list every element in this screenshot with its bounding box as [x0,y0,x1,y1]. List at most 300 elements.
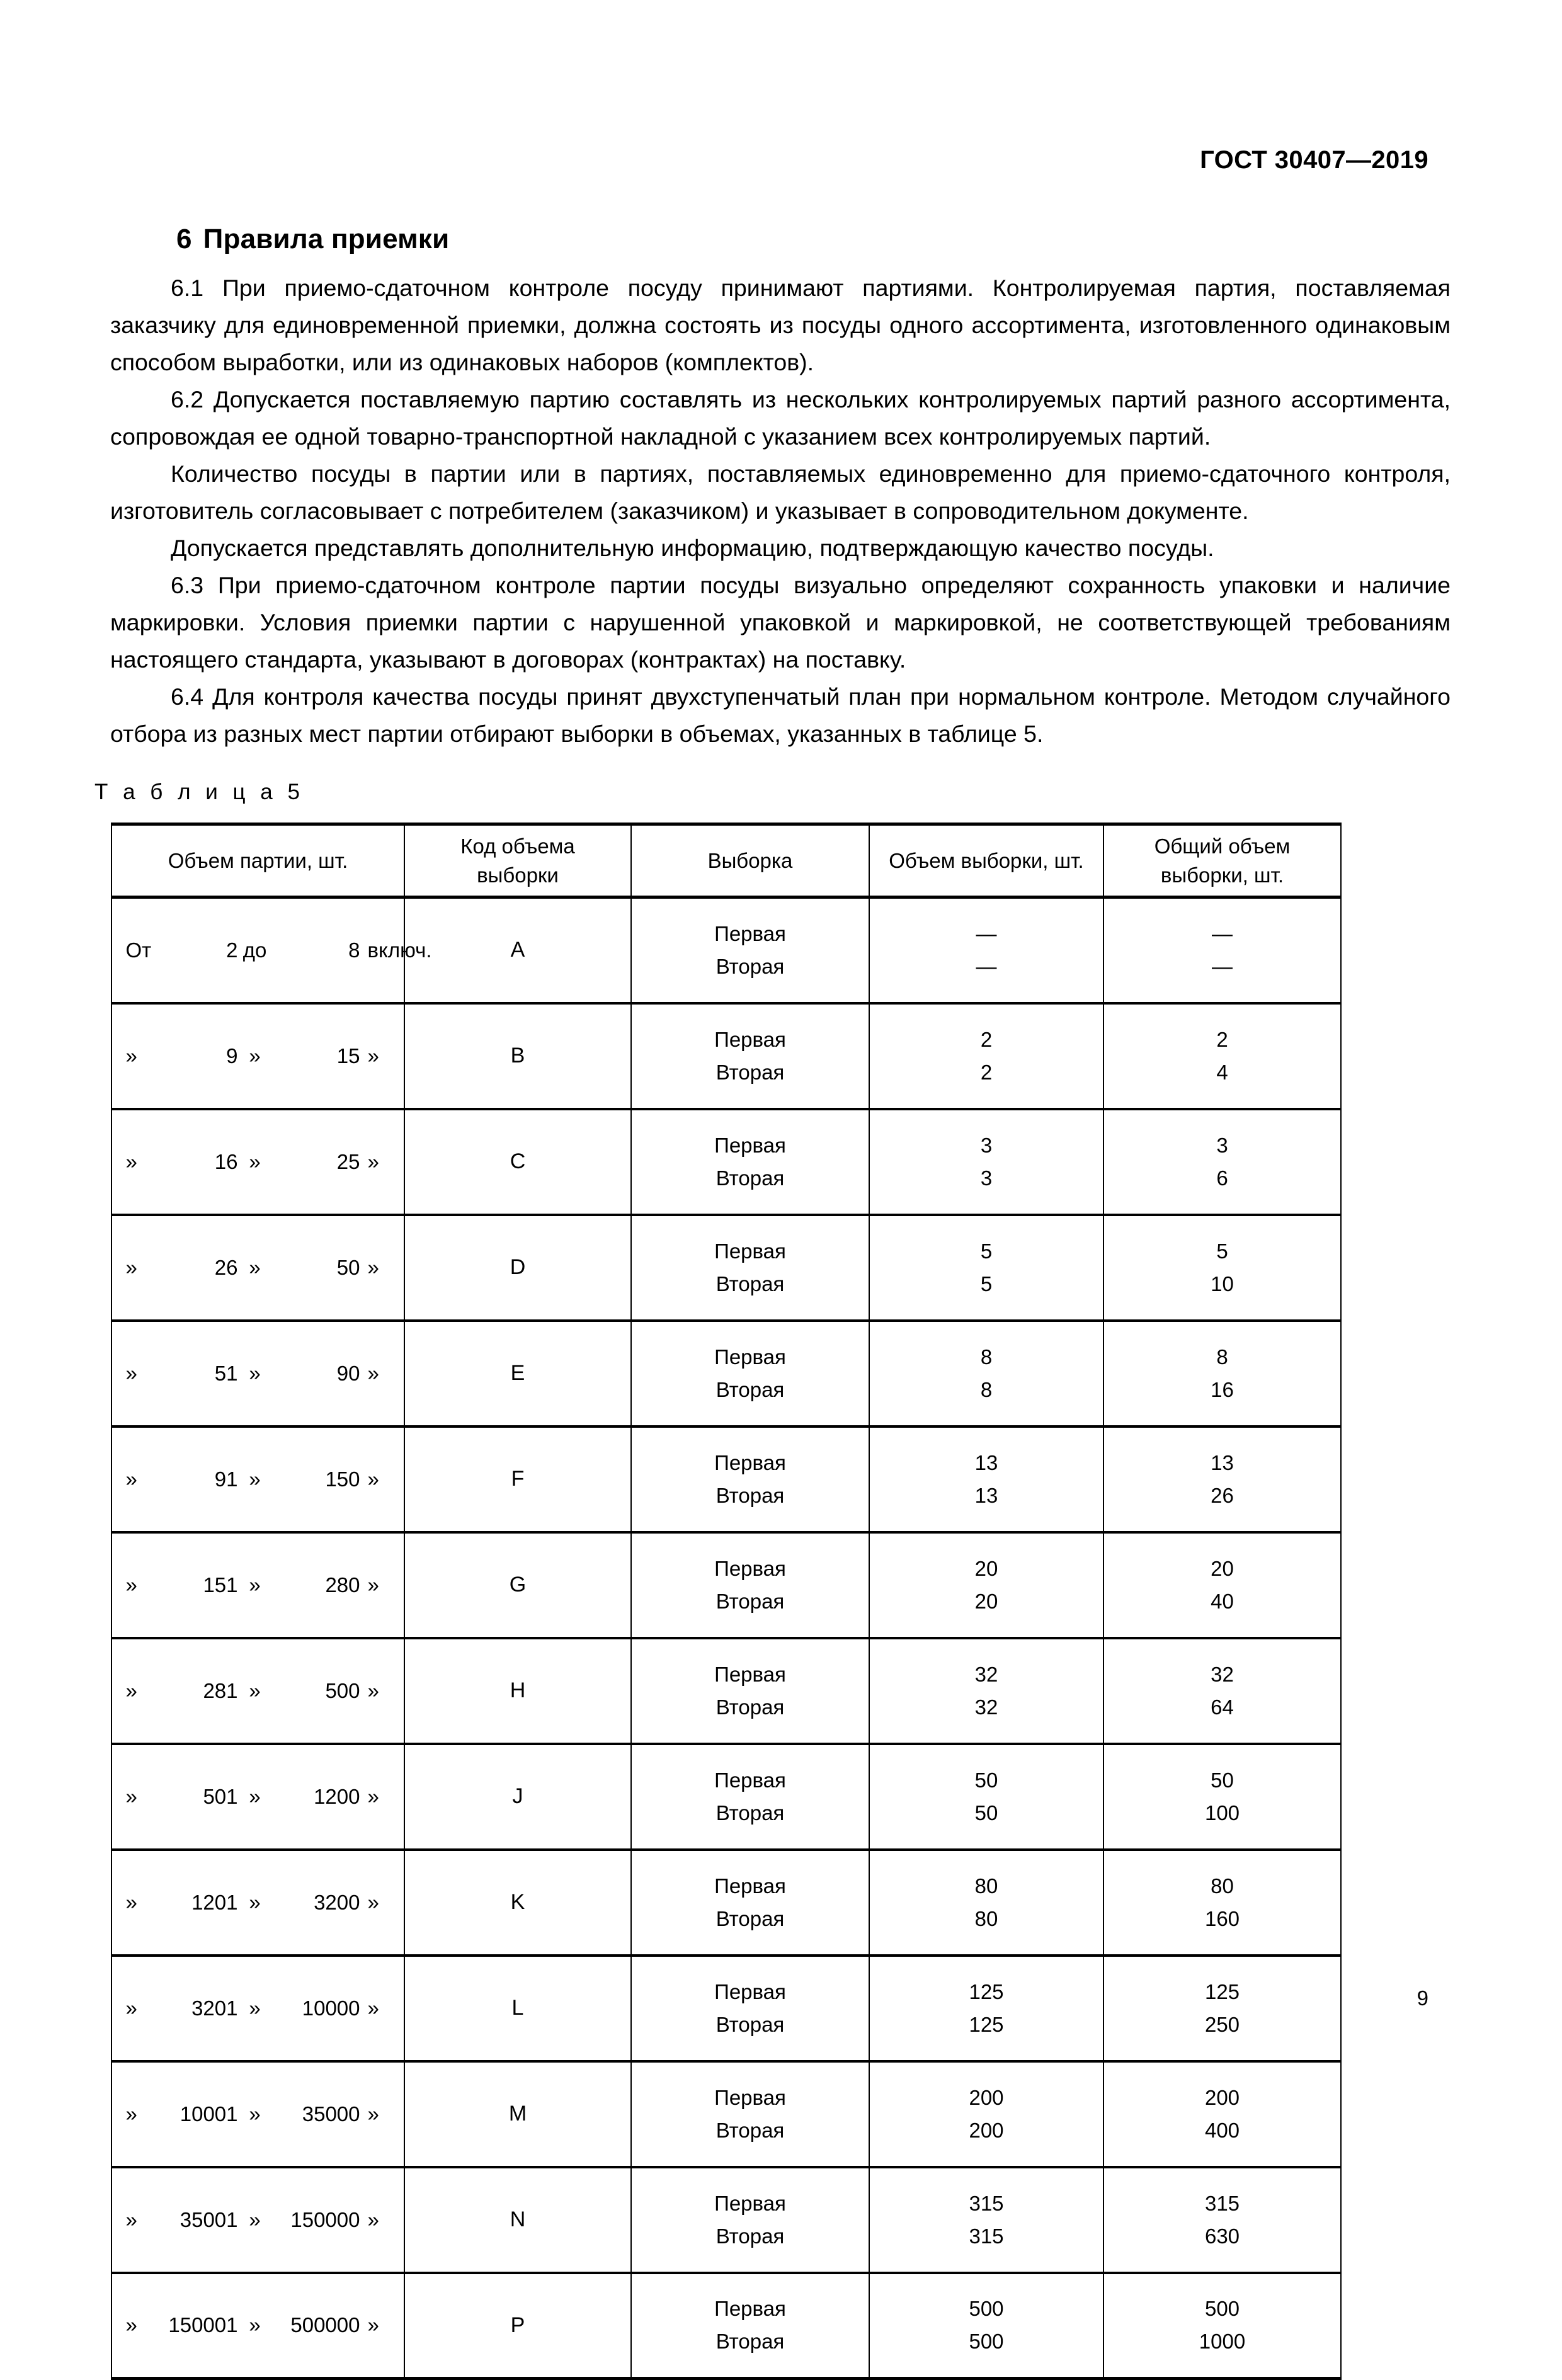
cell-sample-size-second: 20 [974,1589,998,1613]
cell-sample-size-second: 125 [969,2012,1004,2036]
cell-total-sample-size-first: 8 [1216,1345,1228,1369]
range-suffix: включ. [367,938,432,962]
cell-lot-size [111,1532,404,1638]
paragraph-6-2: 6.2 Допускается поставляемую партию составлять из нескольких контролируемых партий разного ассортимента, сопровождая ее одной товарно-транспортной накладной с указанием всех контролируемых партий. [110,386,1451,450]
table-row [111,1426,1341,1532]
sample-code-letter: H [510,1678,526,1702]
cell-total-sample-size-first: 20 [1211,1556,1234,1580]
table-row [111,1215,1341,1321]
cell-sample-size [869,2273,1103,2379]
range-low: 91 [214,1467,238,1491]
table-row [111,1109,1341,1215]
sample-code-letter: A [510,938,525,962]
sample-code-letter: L [511,1996,524,2020]
cell-sample-size-second: 315 [969,2224,1004,2248]
range-prefix: » [125,1467,137,1491]
range-suffix: » [367,1890,379,1914]
cell-total-sample-size [1103,1109,1341,1215]
cell-sample-code [404,2273,631,2379]
range-low: 1201 [191,1890,238,1914]
cell-sample-second: Вторая [715,2330,785,2354]
range-separator: » [249,1361,261,1385]
cell-sample-size-second: 200 [969,2118,1004,2142]
range-suffix: » [367,1044,379,1068]
col-header-lot-size: Объем партии, шт. [111,824,404,897]
cell-total-sample-size-stack [1104,1976,1340,2041]
cell-total-sample-size-second: 1000 [1199,2330,1246,2354]
cell-sample-first: Первая [714,2297,786,2321]
section-number: 6 [176,224,192,255]
cell-total-sample-size-first: 13 [1211,1450,1234,1474]
cell-total-sample-size-second: 4 [1216,1060,1228,1084]
range-low: 51 [214,1361,238,1385]
cell-total-sample-size-stack [1104,918,1340,983]
cell-sample-size [869,1109,1103,1215]
cell-sample-size-stack [870,1976,1103,2041]
cell-sample-size-first: 5 [980,1239,993,1263]
cell-total-sample-size [1103,1850,1341,1956]
cell-sample-size [869,1215,1103,1321]
cell-total-sample-size [1103,2273,1341,2379]
range-separator: » [249,2207,261,2231]
cell-total-sample-size-second: 6 [1216,1166,1228,1190]
range-low: 16 [214,1149,238,1173]
range-suffix: » [367,1255,379,1279]
table-caption: Т а б л и ц а 5 [94,780,304,804]
cell-sample-size-second: 5 [980,1272,993,1295]
sample-code-letter: B [510,1044,525,1068]
cell-sample-second: Вторая [715,2118,785,2142]
cell-lot-size [111,1956,404,2061]
cell-sample-first: Первая [714,1027,786,1051]
cell-total-sample-size-stack [1104,1870,1340,1935]
cell-sample-code [404,1956,631,2061]
cell-sample-size [869,2167,1103,2273]
cell-sample-size-stack [870,1764,1103,1830]
cell-sample-second: Вторая [715,1377,785,1401]
cell-total-sample-size [1103,2167,1341,2273]
lot-range [112,1677,404,1705]
cell-sample-stack [632,1764,869,1830]
range-separator: » [249,1573,261,1597]
lot-range [112,2100,404,2128]
lot-range [112,2206,404,2234]
cell-sample-size-second: 500 [969,2330,1004,2354]
range-low: 2 [226,938,238,962]
range-separator: » [249,1996,261,2020]
cell-sample-second: Вторая [715,1695,785,1719]
cell-sample [631,1744,869,1850]
cell-sample-size-stack [870,1447,1103,1512]
cell-total-sample-size-stack [1104,1129,1340,1195]
cell-sample-stack [632,1658,869,1724]
sample-code-letter: N [510,2207,526,2231]
cell-sample-size-stack [870,1235,1103,1301]
cell-sample-stack [632,2187,869,2253]
col-header-total-line1: Общий объем [1154,834,1291,858]
col-header-sample-code [404,824,631,897]
range-prefix: » [125,1678,137,1702]
cell-total-sample-size-stack [1104,2081,1340,2147]
cell-lot-size [111,1744,404,1850]
cell-sample-size-stack [870,1552,1103,1618]
paragraph-6-3: 6.3 При приемо-сдаточном контроле партии посуды визуально определяют сохранность упаковки и наличие маркировки. Условия приемки партии с нарушенной упаковкой и маркировкой, не соответствующей требованиям настоящего стандарта, указывают в договорах (контрактах) на поставку. [110,572,1451,673]
table-row [111,1003,1341,1109]
range-prefix: » [125,1149,137,1173]
range-suffix: » [367,1678,379,1702]
range-high: 35000 [302,2102,360,2126]
cell-total-sample-size-first: 200 [1204,2085,1240,2109]
col-header-total-line2: выборки, шт. [1160,863,1284,887]
cell-sample-first: Первая [714,1979,786,2003]
cell-sample-first: Первая [714,1239,786,1263]
cell-total-sample-size-stack [1104,1235,1340,1301]
cell-sample-code [404,1532,631,1638]
table-row [111,897,1341,1003]
cell-sample-first: Первая [714,1345,786,1369]
cell-total-sample-size-second: 250 [1204,2012,1240,2036]
range-low: 151 [203,1573,238,1597]
cell-sample-size-first: 125 [969,1979,1004,2003]
sample-code-letter: D [510,1255,526,1279]
cell-sample-stack [632,1129,869,1195]
range-suffix: » [367,2207,379,2231]
cell-total-sample-size-stack [1104,1341,1340,1406]
lot-range [112,1466,404,1493]
range-separator: » [249,1149,261,1173]
table-row [111,1532,1341,1638]
cell-sample-second: Вторая [715,1906,785,1930]
cell-sample-size-stack [870,918,1103,983]
range-separator: » [249,2102,261,2126]
range-high: 500 [325,1678,360,1702]
lot-range [112,1148,404,1176]
cell-sample-size [869,1638,1103,1744]
cell-total-sample-size-stack [1104,1764,1340,1830]
cell-lot-size [111,1003,404,1109]
cell-sample [631,1850,869,1956]
range-prefix: » [125,2207,137,2231]
table-row [111,1638,1341,1744]
cell-lot-size [111,1426,404,1532]
cell-sample-stack [632,918,869,983]
cell-lot-size [111,2167,404,2273]
cell-total-sample-size-first: 3 [1216,1133,1228,1157]
cell-sample-second: Вторая [715,2012,785,2036]
cell-sample [631,2061,869,2167]
range-high: 150000 [290,2207,360,2231]
cell-total-sample-size [1103,1744,1341,1850]
cell-lot-size [111,1215,404,1321]
cell-lot-size [111,2273,404,2379]
cell-sample-first: Первая [714,1556,786,1580]
cell-total-sample-size-stack [1104,2292,1340,2358]
range-separator: » [249,1467,261,1491]
lot-range [112,1995,404,2022]
range-separator: » [249,1678,261,1702]
cell-sample-code [404,897,631,1003]
cell-sample-size-stack [870,1129,1103,1195]
cell-total-sample-size [1103,1956,1341,2061]
table-row [111,1850,1341,1956]
cell-total-sample-size [1103,1532,1341,1638]
cell-sample-first: Первая [714,2191,786,2215]
table-5 [111,823,1342,2380]
range-low: 3201 [191,1996,238,2020]
cell-sample-code [404,1321,631,1426]
cell-sample-stack [632,1870,869,1935]
range-prefix: » [125,1890,137,1914]
range-high: 50 [336,1255,360,1279]
cell-total-sample-size-second: 400 [1204,2118,1240,2142]
lot-range [112,1889,404,1916]
cell-sample-size-first: 80 [974,1874,998,1898]
cell-sample-second: Вторая [715,954,785,978]
cell-sample-code [404,1638,631,1744]
cell-sample-size-first: 8 [980,1345,993,1369]
cell-total-sample-size-first: 5 [1216,1239,1228,1263]
cell-sample [631,1215,869,1321]
cell-total-sample-size-stack [1104,1023,1340,1089]
sample-code-letter: K [510,1890,525,1914]
table-row [111,1321,1341,1426]
table-row [111,2061,1341,2167]
cell-total-sample-size-first: — [1212,921,1233,945]
cell-sample-size-stack [870,2292,1103,2358]
range-low: 501 [203,1784,238,1808]
cell-sample-size-second: 13 [974,1483,998,1507]
cell-sample-first: Первая [714,1450,786,1474]
range-suffix: » [367,1467,379,1491]
cell-sample-size [869,1003,1103,1109]
cell-sample-stack [632,1552,869,1618]
cell-sample-size-first: — [976,921,997,945]
cell-sample-second: Вторая [715,1589,785,1613]
section-heading [176,224,449,255]
range-high: 25 [336,1149,360,1173]
cell-sample-code [404,2167,631,2273]
cell-sample [631,1532,869,1638]
cell-sample-size-second: 3 [980,1166,993,1190]
cell-total-sample-size-stack [1104,1552,1340,1618]
cell-sample-code [404,2061,631,2167]
range-high: 8 [348,938,360,962]
paragraph-additional-info: Допускается представлять дополнительную информацию, подтверждающую качество посуды. [171,535,1214,561]
lot-range [112,1042,404,1070]
range-high: 15 [336,1044,360,1068]
range-separator: » [249,2313,261,2337]
cell-sample-first: Первая [714,1768,786,1792]
range-low: 9 [226,1044,238,1068]
cell-sample-size-second: — [976,954,997,978]
cell-total-sample-size-second: 40 [1211,1589,1234,1613]
cell-total-sample-size-second: 64 [1211,1695,1234,1719]
cell-sample [631,2167,869,2273]
range-suffix: » [367,1573,379,1597]
cell-sample-first: Первая [714,1662,786,1686]
cell-total-sample-size [1103,1426,1341,1532]
cell-sample-first: Первая [714,921,786,945]
range-low: 10001 [180,2102,238,2126]
cell-lot-size [111,1850,404,1956]
body-text-block [110,270,1451,753]
cell-sample-size-stack [870,2081,1103,2147]
table-5-wrapper [111,823,1340,2380]
range-low: 35001 [180,2207,238,2231]
cell-lot-size [111,897,432,1003]
cell-total-sample-size-second: 630 [1204,2224,1240,2248]
lot-range [112,1571,404,1599]
range-high: 90 [336,1361,360,1385]
table-header-row [111,824,1341,897]
table-body [111,897,1341,2379]
cell-sample-first: Первая [714,2085,786,2109]
cell-total-sample-size-second: 100 [1204,1801,1240,1825]
col-header-sample: Выборка [631,824,869,897]
range-prefix: » [125,2313,137,2337]
cell-sample-size-first: 3 [980,1133,993,1157]
range-prefix: » [125,1784,137,1808]
cell-total-sample-size [1103,1638,1341,1744]
cell-sample-size-second: 80 [974,1906,998,1930]
range-low: 281 [203,1678,238,1702]
cell-sample-stack [632,1976,869,2041]
range-separator: » [249,1890,261,1914]
cell-total-sample-size [1103,1215,1341,1321]
cell-sample-code [404,1215,631,1321]
cell-sample-code [404,1109,631,1215]
standard-header: ГОСТ 30407—2019 [1200,146,1428,174]
cell-sample-second: Вторая [715,1483,785,1507]
table-row [111,1956,1341,2061]
range-prefix: » [125,1361,137,1385]
cell-sample-size-first: 32 [974,1662,998,1686]
lot-range [112,937,432,964]
lot-range [112,1783,404,1811]
range-separator: » [249,1044,261,1068]
cell-sample-first: Первая [714,1133,786,1157]
cell-sample-second: Вторая [715,1272,785,1295]
range-prefix: » [125,1996,137,2020]
range-prefix: » [125,2102,137,2126]
sample-code-letter: F [511,1467,525,1491]
lot-range [112,2311,404,2339]
table-row [111,2167,1341,2273]
col-header-total-sample-size [1103,824,1341,897]
cell-total-sample-size-first: 500 [1204,2297,1240,2321]
cell-total-sample-size-first: 32 [1211,1662,1234,1686]
cell-total-sample-size-first: 2 [1216,1027,1228,1051]
cell-sample-size-first: 200 [969,2085,1004,2109]
cell-total-sample-size-second: 26 [1211,1483,1234,1507]
sample-code-letter: J [512,1784,523,1808]
cell-sample-code [404,1426,631,1532]
range-suffix: » [367,2102,379,2126]
cell-total-sample-size-stack [1104,1447,1340,1512]
cell-sample-size-stack [870,1658,1103,1724]
range-high: 10000 [302,1996,360,2020]
cell-total-sample-size-stack [1104,2187,1340,2253]
range-high: 280 [325,1573,360,1597]
sample-code-letter: G [509,1573,527,1597]
range-low: 150001 [168,2313,238,2337]
cell-sample-size-first: 20 [974,1556,998,1580]
lot-range [112,1360,404,1387]
cell-sample-size-stack [870,1341,1103,1406]
cell-sample-size-second: 32 [974,1695,998,1719]
cell-lot-size [111,1638,404,1744]
sample-code-letter: P [510,2313,525,2337]
range-low: 26 [214,1255,238,1279]
cell-sample-code [404,1744,631,1850]
cell-sample-first: Первая [714,1874,786,1898]
lot-range [112,1254,404,1282]
range-separator: до [242,938,267,962]
cell-sample-second: Вторая [715,1060,785,1084]
cell-sample-size [869,1321,1103,1426]
range-suffix: » [367,2313,379,2337]
cell-sample-stack [632,1235,869,1301]
cell-total-sample-size [1103,1321,1341,1426]
cell-sample-size-second: 8 [980,1377,993,1401]
cell-sample [631,1426,869,1532]
range-suffix: » [367,1149,379,1173]
table-head [111,824,1341,897]
cell-sample-size-second: 2 [980,1060,993,1084]
cell-sample-size [869,1744,1103,1850]
cell-sample-size [869,1426,1103,1532]
page-number: 9 [1417,1986,1428,2010]
range-prefix: От [125,938,152,962]
cell-total-sample-size-second: 10 [1211,1272,1234,1295]
section-title: Правила приемки [203,224,450,255]
cell-sample [631,2273,869,2379]
range-high: 150 [325,1467,360,1491]
cell-lot-size [111,1109,404,1215]
cell-sample-size-second: 50 [974,1801,998,1825]
cell-total-sample-size [1103,1003,1341,1109]
cell-total-sample-size-first: 315 [1204,2191,1240,2215]
cell-sample [631,1321,869,1426]
cell-sample-code [404,1003,631,1109]
cell-total-sample-size [1103,897,1341,1003]
cell-sample [631,1109,869,1215]
cell-total-sample-size-second: 16 [1211,1377,1234,1401]
col-header-sample-code-line2: выборки [477,863,559,887]
cell-sample-size-first: 500 [969,2297,1004,2321]
cell-sample [631,897,869,1003]
cell-total-sample-size-stack [1104,1658,1340,1724]
range-high: 1200 [314,1784,360,1808]
cell-sample-second: Вторая [715,2224,785,2248]
cell-total-sample-size-first: 125 [1204,1979,1240,2003]
cell-sample-code [404,1850,631,1956]
cell-sample-size-stack [870,2187,1103,2253]
cell-sample-stack [632,1341,869,1406]
paragraph-6-1: 6.1 При приемо-сдаточном контроле посуду принимают партиями. Контролируемая партия, поставляемая заказчику для единовременной приемки, должна состоять из посуды одного ассортимента, изготовленного одинаковым способом выработки, или из одинаковых наборов (комплектов). [110,275,1451,375]
cell-sample-size [869,1850,1103,1956]
table-row [111,2273,1341,2379]
range-high: 3200 [314,1890,360,1914]
cell-sample-size [869,1956,1103,2061]
paragraph-6-4: 6.4 Для контроля качества посуды принят двухступенчатый план при нормальном контроле. Методом случайного отбора из разных мест партии отбирают выборки в объемах, указанных в таблице 5. [110,683,1451,747]
cell-sample-size-first: 50 [974,1768,998,1792]
cell-sample-size [869,897,1103,1003]
cell-total-sample-size-second: 160 [1204,1906,1240,1930]
cell-sample-size [869,1532,1103,1638]
cell-sample-stack [632,1023,869,1089]
paragraph-quantity: Количество посуды в партии или в партиях, поставляемых единовременно для приемо-сдаточного контроля, изготовитель согласовывает с потребителем (заказчиком) и указывает в сопроводительном документе. [110,460,1451,524]
